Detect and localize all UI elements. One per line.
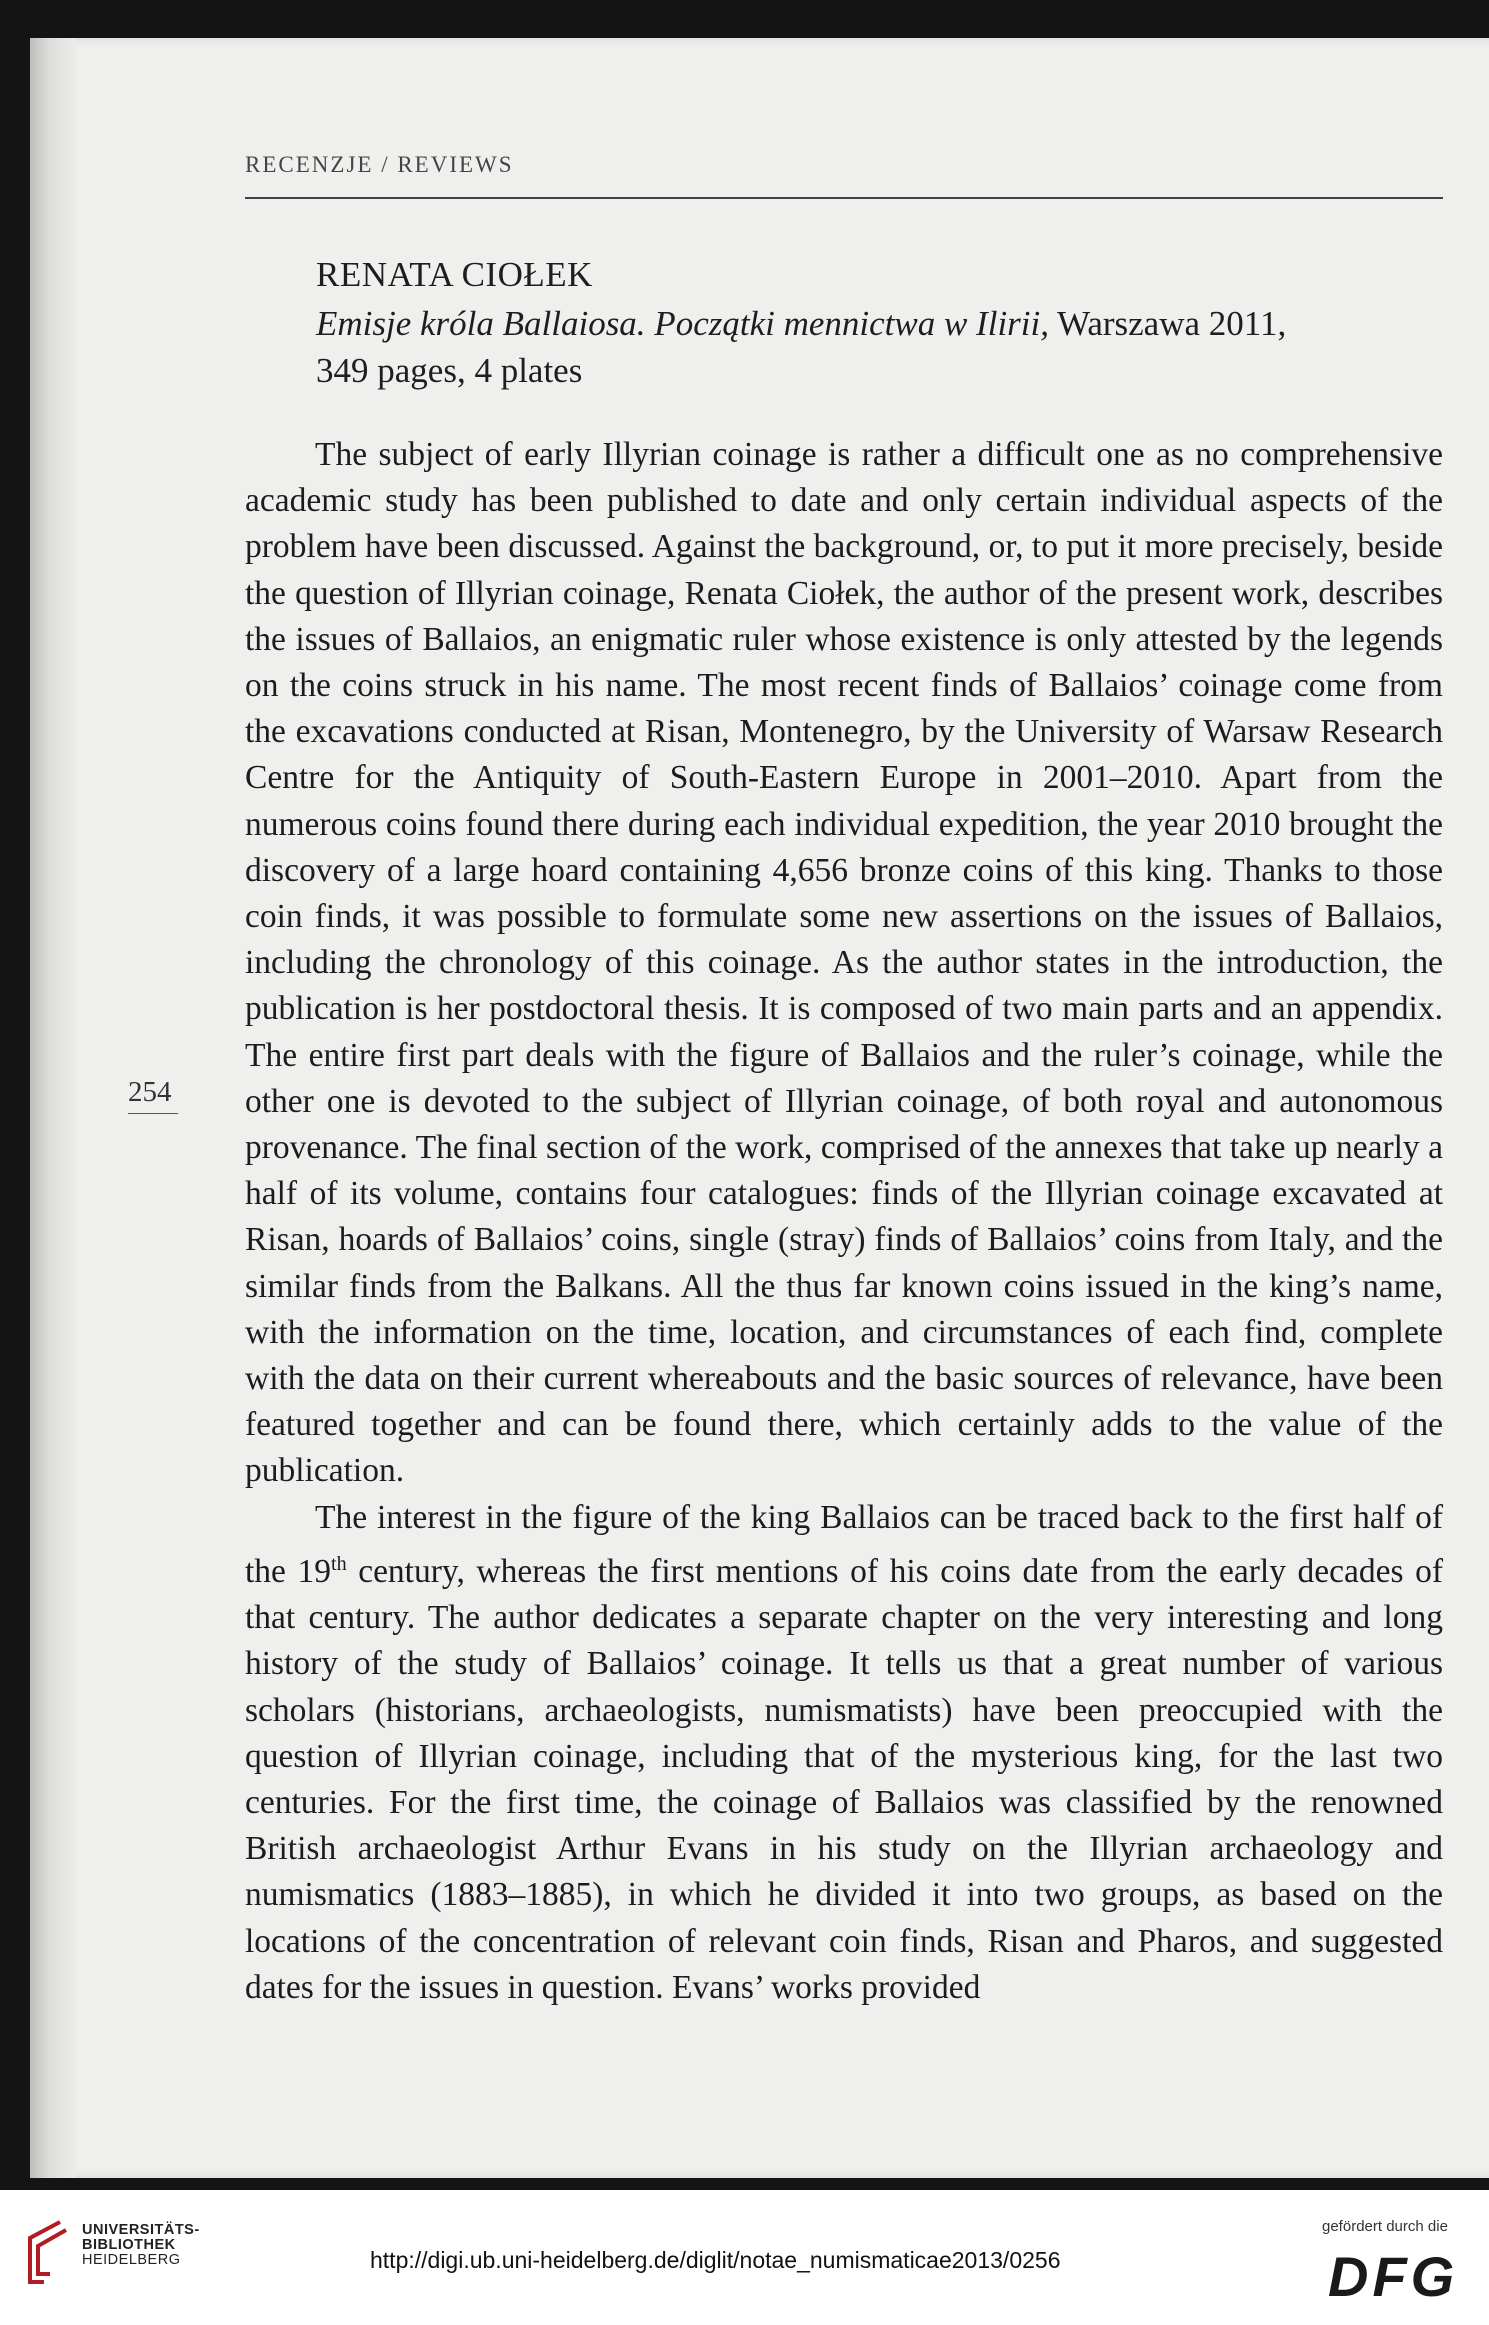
page-number: 254 [128,1076,172,1108]
page-number-rule [128,1113,178,1114]
book-title: Emisje króla Ballaiosa. Początki mennictwa w Ilirii, [316,304,1049,343]
running-header: RECENZJE / REVIEWS [245,152,514,177]
header-rule [245,197,1443,199]
book-details: 349 pages, 4 plates [316,351,583,390]
review-body [245,432,1443,2011]
review-author: RENATA CIOŁEK [316,255,593,294]
library-name: UNIVERSITÄTS- BIBLIOTHEK HEIDELBERG [82,2222,200,2268]
page-gutter-shadow [30,38,76,2178]
place-year: Warszawa 2011, [1048,304,1287,343]
paragraph: The subject of early Illyrian coinage is rather a difficult one as no comprehensive academic study has been published to date and only certain individual aspects of the problem have been discussed. Against the background, or, to put it more precisely, beside the question of Illyrian coinage, Renata Ciołek, the author of the present work, describes the issues of Ballaios, an enigmatic ruler whose existence is only attested by the legends on the coins struck in his name. The most recent finds of Ballaios’ coinage come from the excavations conducted at Risan, Montenegro, by the University of Warsaw Research Centre for the Antiquity of South-Eastern Europe in 2001–2010. Apart from the numerous coins found there during each individual expedition, the year 2010 brought the discovery of a large hoard containing 4,656 bronze coins of this king. Thanks to those coin finds, it was possible to formulate some new assertions on the issues of Ballaios, including the chronology of this coinage. As the author states in the introduction, the publication is her postdoctoral thesis. It is composed of two main parts and an appendix. The entire first part deals with the figure of Ballaios and the ruler’s coinage, while the other one is devoted to the subject of Illyrian coinage, of both royal and autonomous provenance. The final section of the work, comprised of the annexes that take up nearly a half of its volume, contains four catalogues: finds of the Illyrian coinage excavated at Risan, hoards of Ballaios’ coins, single (stray) finds of Ballaios’ coins from Italy, and the similar finds from the Balkans. All the thus far known coins issued in the king’s name, with the information on the time, location, and circumstances of each find, complete with the data on their current whereabouts and the basic sources of relevance, have been featured together and can be found there, which certainly adds to the value of the publication. [245,436,1443,1490]
digital-object-link[interactable]: http://digi.ub.uni-heidelberg.de/diglit/notae_numismaticae2013/0256 [370,2247,1061,2273]
review-bibliography [316,300,1446,394]
funding-caption: gefördert durch die [1322,2218,1448,2235]
university-library-logo-icon [20,2218,72,2286]
dfg-logo: DFG [1328,2245,1459,2308]
paragraph: The interest in the figure of the king Ballaios can be traced back to the first half of the 19th century, whereas the first mentions of his coins date from the early decades of that century. The author dedicates a separate chapter on the very interesting and long history of the study of Ballaios’ coinage. It tells us that a great number of various scholars (historians, archaeologists, numismatists) have been preoccupied with the question of Illyrian coinage, including that of the mysterious king, for the last two centuries. For the first time, the coinage of Ballaios was classified by the renowned British archaeologist Arthur Evans in his study on the Illyrian archaeology and numismatics (1883–1885), in which he divided it into two groups, as based on the locations of the concentration of relevant coin finds, Risan and Pharos, and suggested dates for the issues in question. Evans’ works provided [245,1498,1443,2006]
